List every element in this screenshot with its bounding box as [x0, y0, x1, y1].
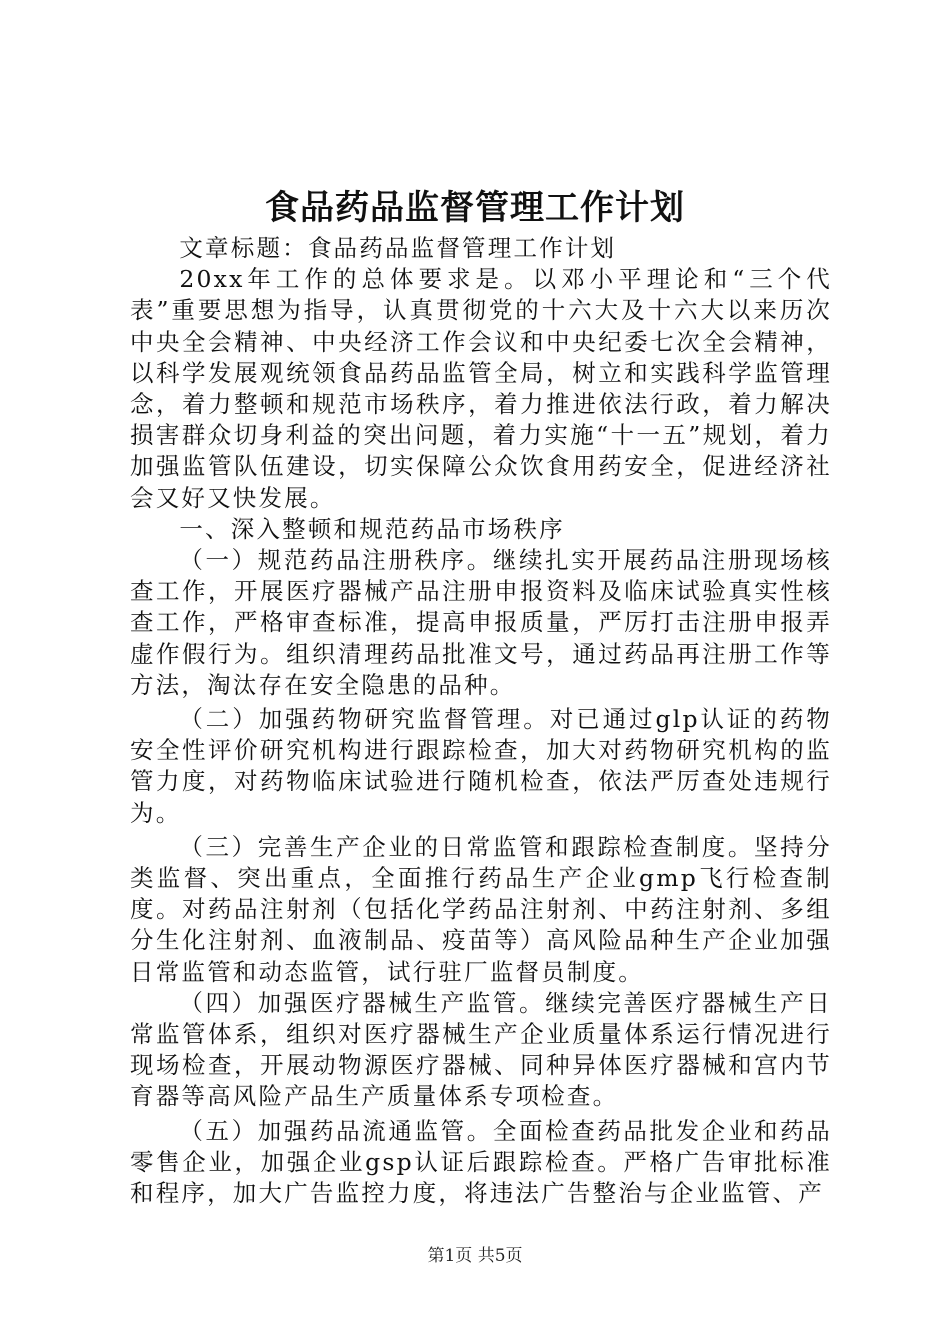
paragraph-item-1: （一）规范药品注册秩序。继续扎实开展药品注册现场核查工作，开展医疗器械产品注册申报资料及临床试验真实性核查工作，严格审查标准，提高申报质量，严厉打击注册申报弄虚作假行为。组织清理药品批准文号，通过药品再注册工作等方法，淘汰存在安全隐患的品种。 [130, 546, 832, 699]
article-title-line: 文章标题：食品药品监督管理工作计划 [179, 234, 617, 262]
paragraph-item-2: （二）加强药物研究监督管理。对已通过glp认证的药物安全性评价研究机构进行跟踪检查，加大对药物研究机构的监管力度，对药物临床试验进行随机检查，依法严厉查处违规行为。 [130, 705, 832, 827]
paragraph-general-requirements: 20xx年工作的总体要求是。以邓小平理论和“三个代表”重要思想为指导，认真贯彻党的十六大及十六大以来历次中央全会精神、中央经济工作会议和中央纪委七次全会精神，以科学发展观统领食品药品监管全局，树立和实践科学监管理念，着力整顿和规范市场秩序，着力推进依法行政，着力解决损害群众切身利益的突出问题，着力实施“十一五”规划，着力加强监管队伍建设，切实保障公众饮食用药安全，促进经济社会又好又快发展。 [130, 265, 832, 512]
paragraph-item-4: （四）加强医疗器械生产监管。继续完善医疗器械生产日常监管体系，组织对医疗器械生产企业质量体系运行情况进行现场检查，开展动物源医疗器械、同种异体医疗器械和宫内节育器等高风险产品生产质量体系专项检查。 [130, 988, 832, 1111]
document-body [130, 233, 832, 1209]
paragraph-item-3: （三）完善生产企业的日常监管和跟踪检查制度。坚持分类监督、突出重点，全面推行药品生产企业gmp飞行检查制度。对药品注射剂（包括化学药品注射剂、中药注射剂、多组分生化注射剂、血液制品、疫苗等）高风险品种生产企业加强日常监管和动态监管，试行驻厂监督员制度。 [130, 832, 832, 986]
document-title: 食品药品监督管理工作计划 [265, 188, 685, 228]
section-heading-1: 一、深入整顿和规范药品市场秩序 [179, 514, 565, 543]
paragraph-item-5: （五）加强药品流通监管。全面检查药品批发企业和药品零售企业，加强企业gsp认证后跟踪检查。严格广告审批标准和程序，加大广告监控力度，将违法广告整治与企业监管、产 [130, 1116, 832, 1208]
page-footer: 第1页 共5页 [427, 1246, 523, 1266]
